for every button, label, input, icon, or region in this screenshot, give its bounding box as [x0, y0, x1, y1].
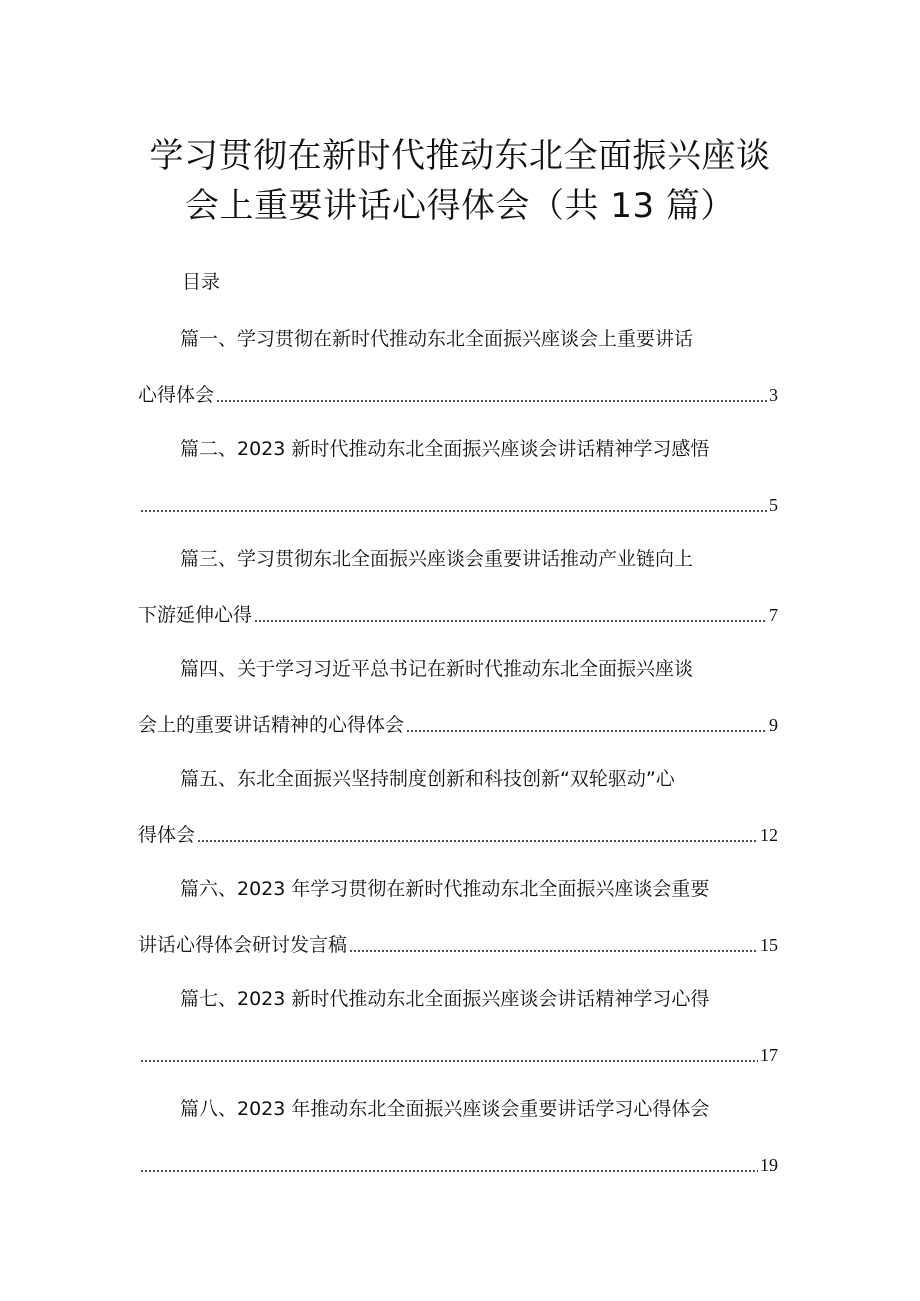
toc-entry[interactable]: [0, 1095, 920, 1205]
toc-entry-continuation: 下游延伸心得: [138, 604, 253, 626]
document-title-line-1: 学习贯彻在新时代推动东北全面振兴座谈: [149, 136, 771, 176]
dot-leader: [406, 729, 767, 733]
toc-entry-leader-line: [138, 601, 778, 629]
toc-entry-page-number: 5: [769, 495, 778, 515]
toc-entry-continuation: 讲话心得体会研讨发言稿: [138, 934, 348, 956]
toc-entry-page-number: 9: [769, 715, 778, 735]
toc-entry-leader-line: [138, 1151, 778, 1179]
toc-entry-continuation: 得体会: [138, 824, 196, 846]
dot-leader: [197, 839, 758, 843]
dot-leader: [140, 509, 767, 513]
toc-entry-page-number: 3: [769, 385, 778, 405]
toc-entry-heading: 篇三、学习贯彻东北全面振兴座谈会重要讲话推动产业链向上: [180, 548, 694, 570]
dot-leader: [140, 1059, 758, 1063]
toc-entry-heading: 篇二、2023 新时代推动东北全面振兴座谈会讲话精神学习感悟: [180, 438, 710, 460]
toc-entry-heading: 篇七、2023 新时代推动东北全面振兴座谈会讲话精神学习心得: [180, 988, 710, 1010]
dot-leader: [349, 949, 758, 953]
toc-entry-leader-line: [138, 931, 778, 959]
toc-entry-continuation: 心得体会: [138, 384, 215, 406]
toc-entry-page-number: 15: [760, 935, 778, 955]
dot-leader: [254, 619, 767, 623]
toc-entry[interactable]: [0, 545, 920, 655]
toc-entry[interactable]: [0, 875, 920, 985]
toc-entry[interactable]: [0, 325, 920, 435]
toc-entry-page-number: 7: [769, 605, 778, 625]
toc-entry-continuation: 会上的重要讲话精神的心得体会: [138, 714, 405, 736]
toc-entry-heading: 篇一、学习贯彻在新时代推动东北全面振兴座谈会上重要讲话: [180, 328, 694, 350]
dot-leader: [140, 1169, 758, 1173]
toc-entry-page-number: 19: [760, 1155, 778, 1175]
toc-entry-page-number: 12: [760, 825, 778, 845]
toc-entry-heading: 篇六、2023 年学习贯彻在新时代推动东北全面振兴座谈会重要: [180, 878, 710, 900]
toc-entry-page-number: 17: [760, 1045, 778, 1065]
toc-entry[interactable]: [0, 435, 920, 545]
document-title-line-2: 会上重要讲话心得体会（共 13 篇）: [185, 186, 735, 226]
toc-entry-heading: 篇四、关于学习习近平总书记在新时代推动东北全面振兴座谈: [180, 658, 694, 680]
toc-entry-heading: 篇五、东北全面振兴坚持制度创新和科技创新“双轮驱动”心: [180, 768, 675, 790]
toc-entry-leader-line: [138, 711, 778, 739]
toc-entry-heading: 篇八、2023 年推动东北全面振兴座谈会重要讲话学习心得体会: [180, 1098, 710, 1120]
toc-entry-leader-line: [138, 1041, 778, 1069]
toc-entry[interactable]: [0, 655, 920, 765]
toc-entry[interactable]: [0, 985, 920, 1095]
toc-entry-leader-line: [138, 821, 778, 849]
toc-entry[interactable]: [0, 765, 920, 875]
toc-entry-leader-line: [138, 491, 778, 519]
dot-leader: [216, 399, 767, 403]
toc-label: 目录: [182, 271, 221, 293]
toc-entry-leader-line: [138, 381, 778, 409]
